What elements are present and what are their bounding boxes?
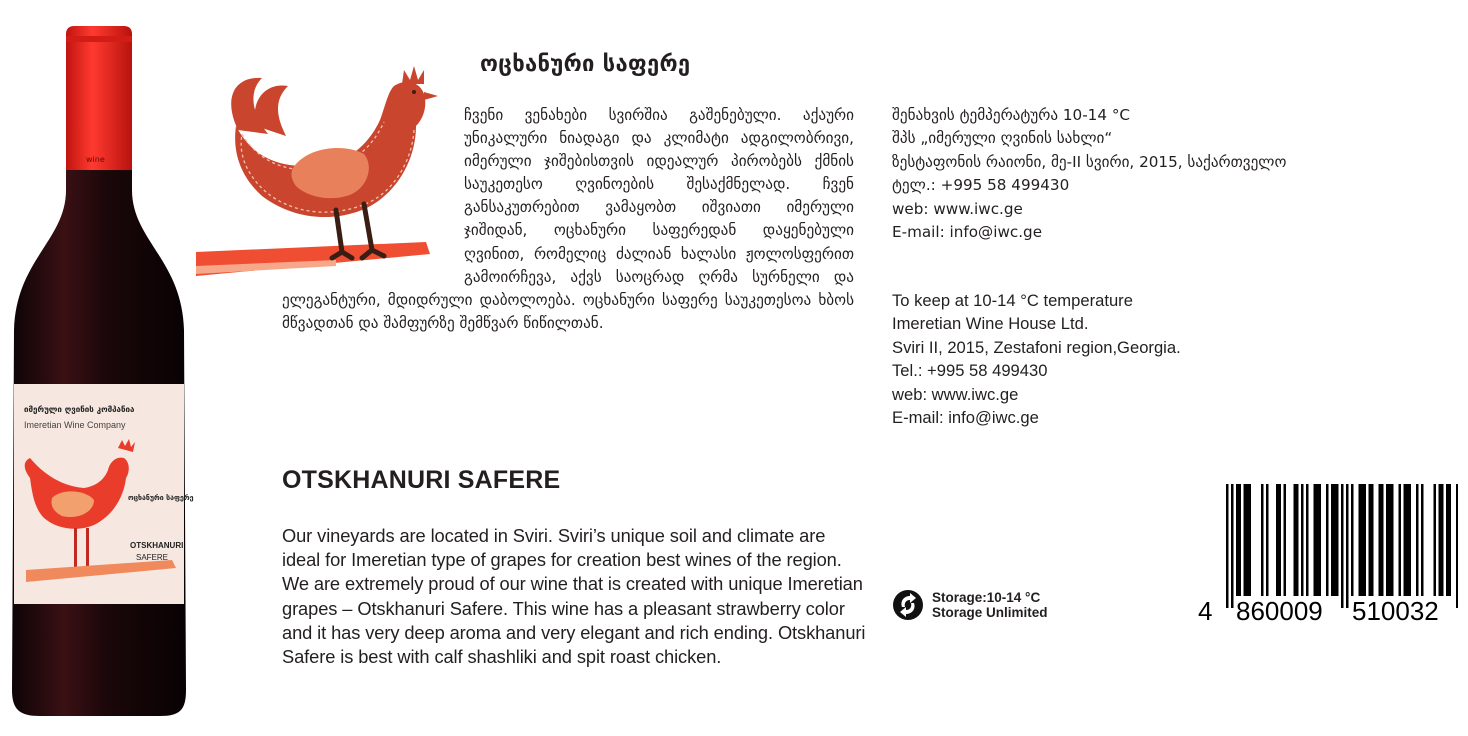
barcode-bar <box>1261 484 1264 596</box>
barcode-bar <box>1449 484 1452 596</box>
barcode-bar <box>1386 484 1389 596</box>
barcode-bar <box>1306 484 1309 596</box>
phone-ka: ტელ.: +995 58 499430 <box>892 176 1070 195</box>
barcode-bar <box>1409 484 1412 596</box>
barcode-bar <box>1246 484 1249 596</box>
barcode-bar <box>1284 484 1287 596</box>
barcode-bar <box>1381 484 1384 596</box>
bottle-name-en2: SAFERE <box>136 553 169 562</box>
barcode-bar <box>1326 484 1329 596</box>
barcode-digits-right: 510032 <box>1352 596 1439 624</box>
address-ka: ზესტაფონის რაიონი, მე-II სვირი, 2015, საქართველო <box>892 152 1287 171</box>
barcode-bar <box>1226 484 1229 608</box>
barcode-bar <box>1456 484 1458 608</box>
storage-temperature-ka: შენახვის ტემპერატურა 10-14 °C <box>892 106 1131 124</box>
storage-temperature-en: To keep at 10-14 °C temperature <box>892 291 1133 310</box>
storage-label: Storage: <box>932 590 987 605</box>
barcode-bar <box>1301 484 1304 596</box>
email-ka: E-mail: info@iwc.ge <box>892 223 1043 242</box>
barcode-bar <box>1331 484 1334 596</box>
storage-temp: 10-14 °C <box>986 590 1041 605</box>
barcode-bar <box>1276 484 1279 596</box>
bottle-label-company-en: Imeretian Wine Company <box>24 420 126 430</box>
barcode-bar <box>1316 484 1319 596</box>
barcode-bar <box>1399 484 1402 596</box>
barcode-bar <box>1231 484 1234 608</box>
barcode-bar <box>1441 484 1444 596</box>
bottle-label-company-ka: იმერული ღვინის კომპანია <box>24 405 135 414</box>
georgian-wine-title: ოცხანური საფერე <box>480 52 691 77</box>
barcode-bar <box>1236 484 1239 596</box>
barcode-bar <box>1361 484 1364 596</box>
barcode-bar <box>1334 484 1337 596</box>
barcode-bar <box>1421 484 1424 596</box>
barcode-bar <box>1296 484 1299 596</box>
barcode-bar <box>1406 484 1409 596</box>
barcode-bar <box>1439 484 1442 596</box>
barcode-bar <box>1359 484 1362 596</box>
company-name-ka: შპს „იმერული ღვინის სახლი“ <box>892 129 1113 148</box>
barcode-bar <box>1391 484 1394 596</box>
barcode-bar <box>1249 484 1252 596</box>
barcode-bar <box>1364 484 1367 596</box>
barcode-bar <box>1351 484 1354 596</box>
barcode-bar <box>1244 484 1247 596</box>
bottle-name-ka: ოცხანური საფერე <box>128 494 194 502</box>
barcode-digit-first: 4 <box>1198 596 1213 624</box>
barcode-bar <box>1319 484 1322 596</box>
barcode-bar <box>1379 484 1382 596</box>
barcode-bar <box>1294 484 1297 596</box>
barcode-bar <box>1346 484 1349 608</box>
georgian-contact-info <box>892 104 1286 244</box>
english-wine-title: OTSKHANURI SAFERE <box>282 466 561 494</box>
email-en: E-mail: info@iwc.ge <box>892 408 1039 428</box>
address-en: Sviri II, 2015, Zestafoni region,Georgia. <box>892 337 1181 357</box>
barcode-bar <box>1369 484 1372 596</box>
barcode-bar <box>1371 484 1374 596</box>
storage-duration: Storage Unlimited <box>932 605 1048 620</box>
storage-info <box>932 590 1048 620</box>
website-en: web: www.iwc.ge <box>892 384 1019 404</box>
barcode-bar <box>1314 484 1317 596</box>
bottle-name-en1: OTSKHANURI <box>130 541 184 550</box>
barcode-bar <box>1404 484 1407 596</box>
barcode-bar <box>1341 484 1344 608</box>
barcode-bar <box>1266 484 1269 596</box>
bottle-neck-text: wine <box>86 155 105 164</box>
barcode-bar <box>1389 484 1392 596</box>
barcode-bar <box>1446 484 1449 596</box>
georgian-description-block <box>282 104 854 335</box>
barcode-bar <box>1239 484 1242 596</box>
phone-en: Tel.: +995 58 499430 <box>892 361 1048 381</box>
storage-temp-line <box>932 590 1048 605</box>
english-contact-info <box>892 289 1181 429</box>
georgian-description: ჩვენი ვენახები სვირშია გაშენებული. აქაური უნიკალური ნიადაგი და კლიმატი ადგილობრივი, იმერული ჯიშებისთვის იდეალურ პირობებს ქმნის საუკეთესო ღვინოების შესაქმნელად. ჩვენ განსაკუთრებით ვამაყობთ იშვიათი იმერული ჯიშიდან, ოცხანური საფერედან დაყენებული ღვინით, რომელიც ძალიან ხალასი ჟოლოსფერით გამოირჩევა, აქვს საოცრად ღრმა სურნელი და ელეგანტური, მდიდრული დაბოლოება. ოცხანური საფერე საუკეთესოა ხბოს მწვადთან და შამფურზე შემწვარ წიწილთან. <box>282 106 854 332</box>
barcode-bar <box>1279 484 1282 596</box>
barcode-bar <box>1434 484 1437 596</box>
english-description: Our vineyards are located in Sviri. Sviri’s unique soil and climate are ideal for Imeretian type of grapes for creation best wines of the region. We are extremely proud of our wine that is created with unique Imeretian grapes – Otskhanuri Safere. This wine has a pleasant strawberry color and it has very deep aroma and very elegant and rich ending. Otskhanuri Safere is best with calf shashliki and spit roast chicken. <box>282 525 866 668</box>
barcode-bar <box>1336 484 1339 596</box>
barcode <box>1196 484 1458 624</box>
wine-bottle-image <box>0 0 200 736</box>
barcode-bar <box>1416 484 1419 596</box>
barcode-digits-left: 860009 <box>1236 596 1323 624</box>
rooster-text-wrap-spacer <box>282 104 464 266</box>
website-ka: web: www.iwc.ge <box>892 199 1023 218</box>
recycle-icon <box>892 589 924 621</box>
company-name-en: Imeretian Wine House Ltd. <box>892 314 1089 334</box>
